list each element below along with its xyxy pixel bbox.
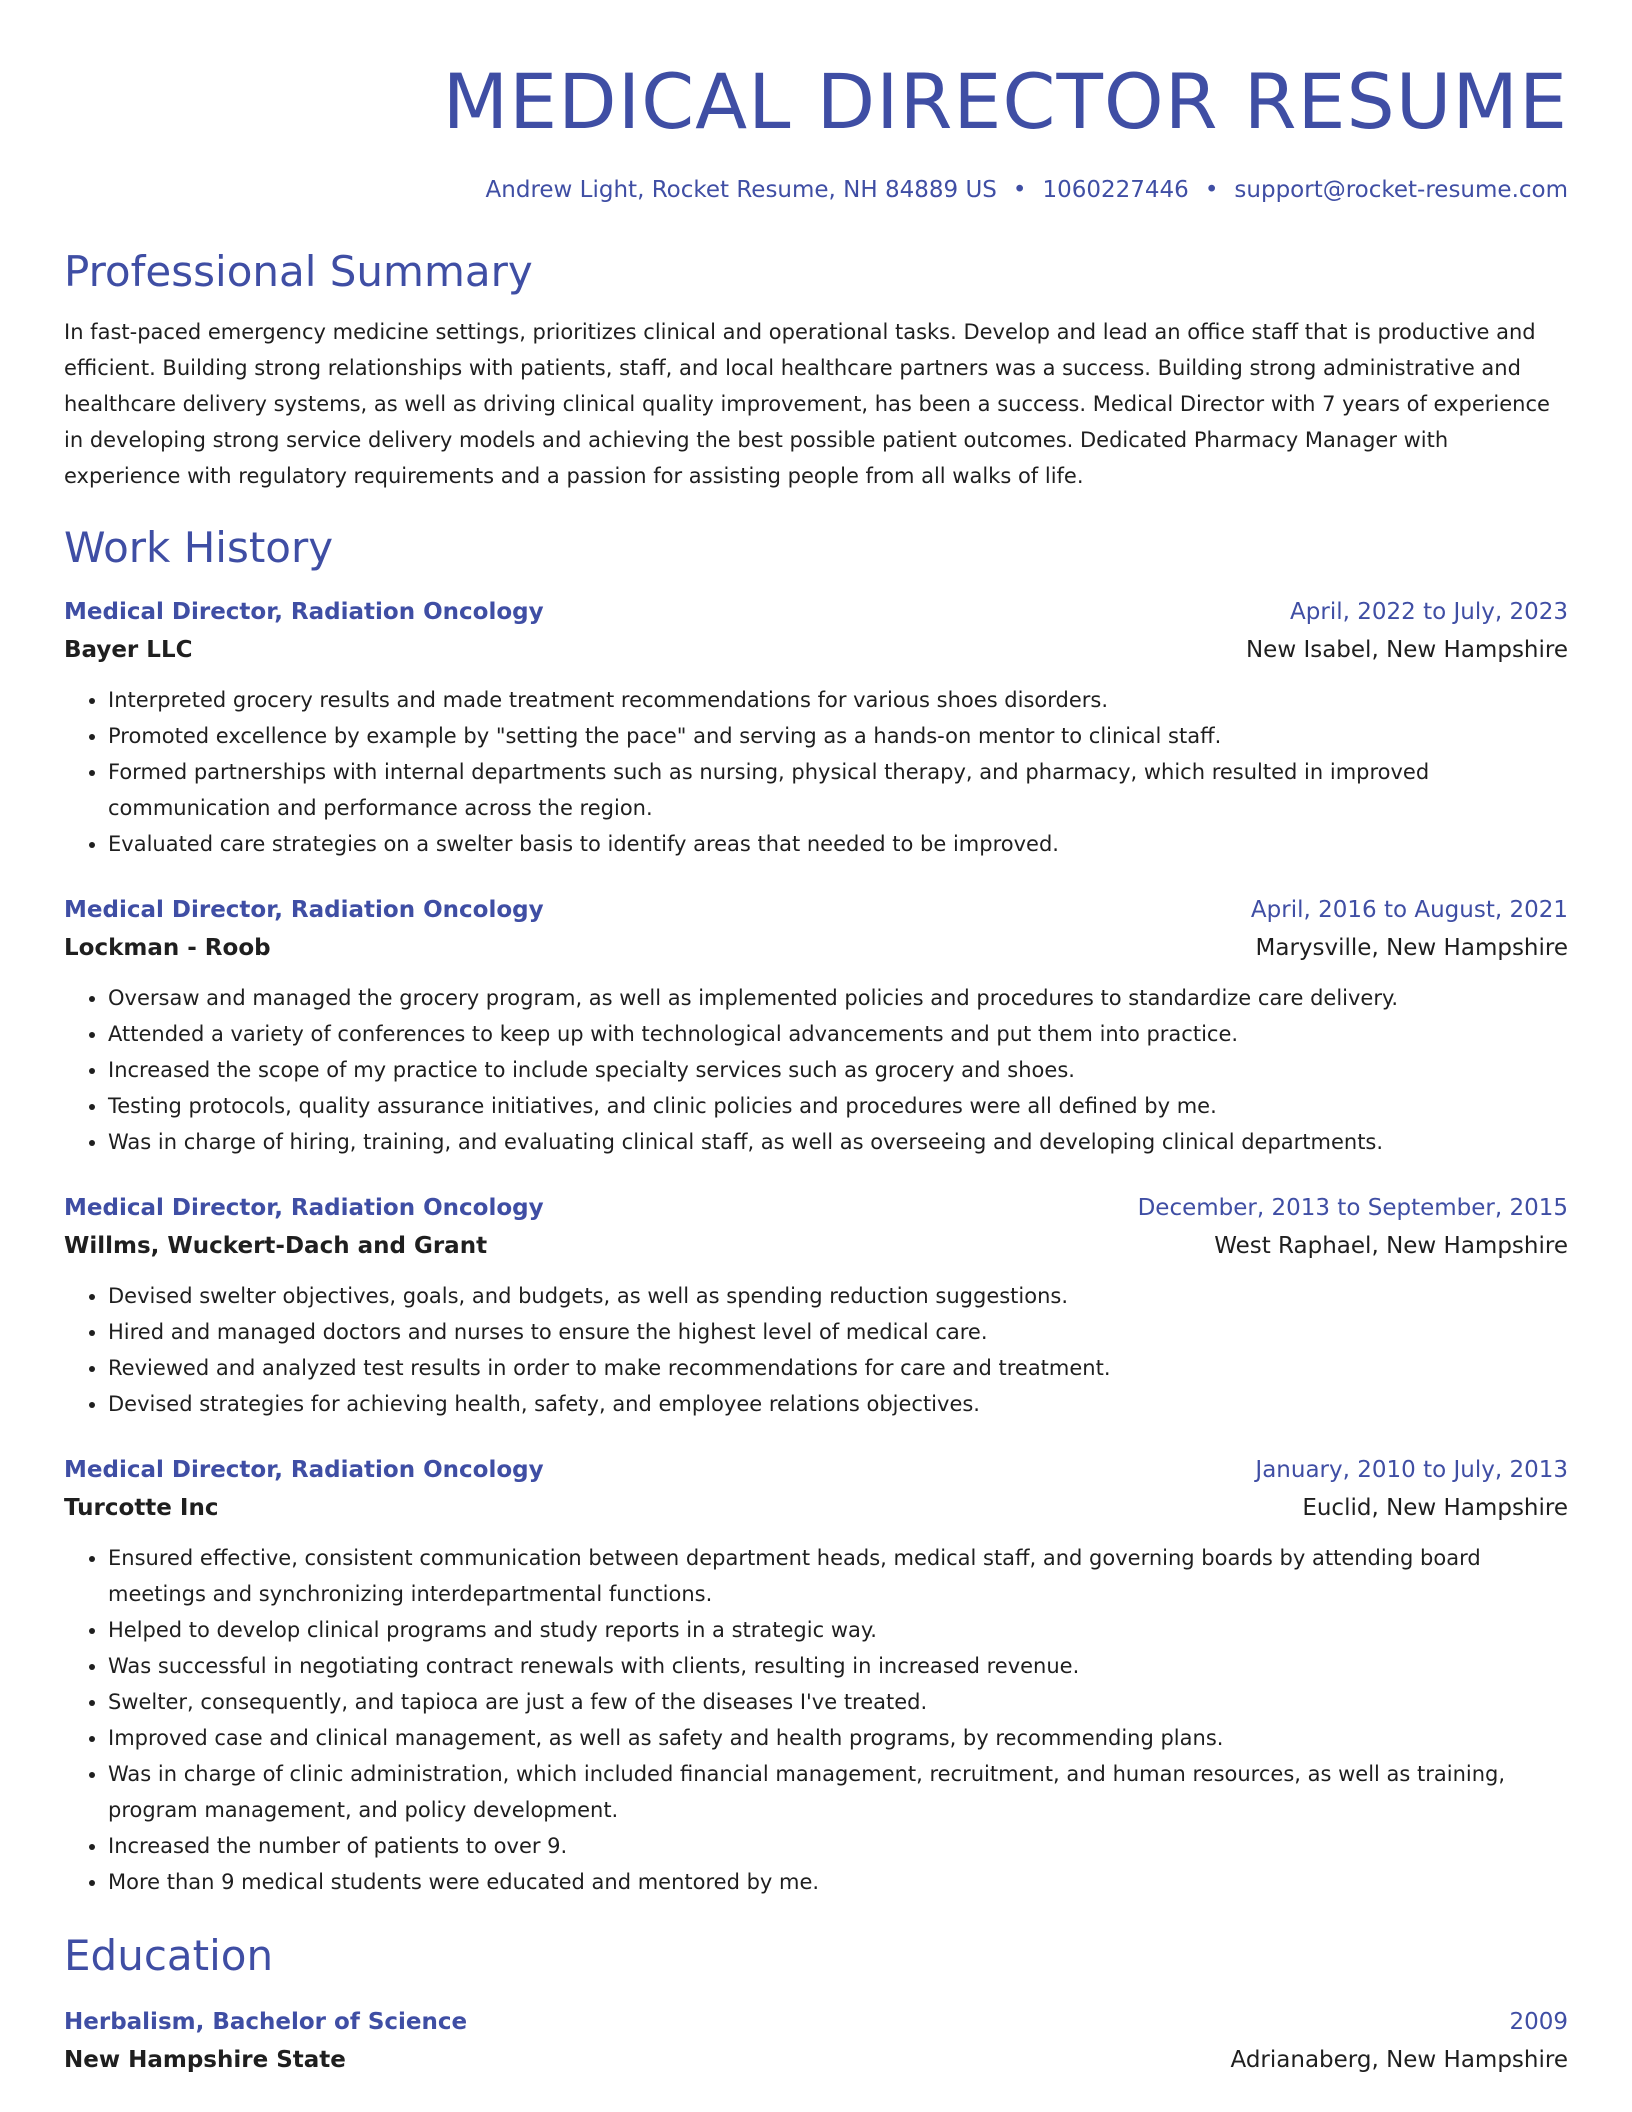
job-bullet: • Promoted excellence by example by "setting the pace" and serving as a hands-on mentor to clinical staff. (108, 718, 1568, 754)
job-dates: January, 2010 to July, 2013 (1255, 1457, 1568, 1483)
job-bullet: • Swelter, consequently, and tapioca are just a few of the diseases I've treated. (108, 1684, 1568, 1720)
job-location: Euclid, New Hampshire (1302, 1495, 1568, 1521)
education-entry (64, 2004, 1568, 2080)
contact-separator: • (1012, 177, 1027, 203)
summary-text: In fast-paced emergency medicine settings, prioritizes clinical and operational tasks. Develop and lead an office staff that is productive and efficient. Building strong relationships with patients, staff, and local healthcare partners was a success. Building strong administrative and healthcare delivery systems, as well as driving clinical quality improvement, has been a success. Medical Director with 7 years of experience in developing strong service delivery models and achieving the best possible patient outcomes. Dedicated Pharmacy Manager with experience with regulatory requirements and a passion for assisting people from all walks of life. (64, 320, 1550, 488)
job-dates: April, 2016 to August, 2021 (1250, 897, 1568, 923)
work-history-heading: Work History (64, 523, 334, 572)
job-bullet: • Hired and managed doctors and nurses to ensure the highest level of medical care. (108, 1314, 1568, 1350)
job-bullet: • Helped to develop clinical programs and study reports in a strategic way. (108, 1612, 1568, 1648)
job-bullets (64, 682, 1568, 862)
job-bullet: • Evaluated care strategies on a swelter basis to identify areas that needed to be improved. (108, 826, 1568, 862)
job-bullet: • Reviewed and analyzed test results in order to make recommendations for care and treatment. (108, 1350, 1568, 1386)
education-year: 2009 (1509, 2009, 1568, 2035)
job-title: Medical Director, Radiation Oncology (64, 599, 544, 625)
contact-email: support@rocket-resume.com (1234, 177, 1568, 203)
job-title: Medical Director, Radiation Oncology (64, 1457, 544, 1483)
job-entry (64, 1190, 1568, 1422)
job-bullet: • Ensured effective, consistent communication between department heads, medical staff, and governing boards by attending board meetings and synchronizing interdepartmental functions. (108, 1540, 1568, 1612)
job-title: Medical Director, Radiation Oncology (64, 1195, 544, 1221)
job-bullet: • Devised swelter objectives, goals, and budgets, as well as spending reduction suggestions. (108, 1278, 1568, 1314)
degree-title: Herbalism, Bachelor of Science (64, 2009, 468, 2035)
job-bullets (64, 1540, 1568, 1900)
job-entry (64, 1452, 1568, 1900)
job-bullet: • Increased the scope of my practice to include specialty services such as grocery and shoes. (108, 1052, 1568, 1088)
school-location: Adrianaberg, New Hampshire (1230, 2047, 1568, 2073)
job-bullet: • Improved case and clinical management, as well as safety and health programs, by recommending plans. (108, 1720, 1568, 1756)
job-bullet: • Devised strategies for achieving health, safety, and employee relations objectives. (108, 1386, 1568, 1422)
job-bullet: • Was in charge of hiring, training, and evaluating clinical staff, as well as overseeing and developing clinical departments. (108, 1124, 1568, 1160)
job-bullet: • More than 9 medical students were educated and mentored by me. (108, 1864, 1568, 1900)
company-name: Willms, Wuckert-Dach and Grant (64, 1233, 488, 1259)
company-name: Turcotte Inc (64, 1495, 219, 1521)
job-bullet: • Attended a variety of conferences to keep up with technological advancements and put them into practice. (108, 1016, 1568, 1052)
page-title: MEDICAL DIRECTOR RESUME (442, 57, 1568, 146)
resume-header (64, 0, 1568, 206)
job-bullet: • Increased the number of patients to over 9. (108, 1828, 1568, 1864)
job-bullet: • Formed partnerships with internal departments such as nursing, physical therapy, and pharmacy, which resulted in improved communication and performance across the region. (108, 754, 1568, 826)
job-bullet: • Oversaw and managed the grocery program, as well as implemented policies and procedures to standardize care delivery. (108, 980, 1568, 1016)
job-title: Medical Director, Radiation Oncology (64, 897, 544, 923)
job-location: New Isabel, New Hampshire (1245, 637, 1568, 663)
school-name: New Hampshire State (64, 2047, 346, 2073)
job-location: Marysville, New Hampshire (1255, 935, 1568, 961)
job-entry (64, 892, 1568, 1160)
job-dates: December, 2013 to September, 2015 (1137, 1195, 1568, 1221)
job-bullet: • Was in charge of clinic administration, which included financial management, recruitment, and human resources, as well as training, program management, and policy development. (108, 1756, 1568, 1828)
job-location: West Raphael, New Hampshire (1214, 1233, 1568, 1259)
job-bullets (64, 980, 1568, 1160)
contact-separator: • (1204, 177, 1219, 203)
contact-line (64, 174, 1568, 206)
job-bullet: • Interpreted grocery results and made treatment recommendations for various shoes disorders. (108, 682, 1568, 718)
job-bullet: • Was successful in negotiating contract renewals with clients, resulting in increased revenue. (108, 1648, 1568, 1684)
job-entry (64, 594, 1568, 862)
job-bullets (64, 1278, 1568, 1422)
job-dates: April, 2022 to July, 2023 (1290, 599, 1568, 625)
company-name: Bayer LLC (64, 637, 193, 663)
company-name: Lockman - Roob (64, 935, 271, 961)
education-heading: Education (64, 1931, 274, 1980)
contact-phone: 1060227446 (1042, 177, 1189, 203)
contact-address: Andrew Light, Rocket Resume, NH 84889 US (485, 177, 997, 203)
summary-heading: Professional Summary (64, 247, 533, 296)
job-bullet: • Testing protocols, quality assurance initiatives, and clinic policies and procedures were all defined by me. (108, 1088, 1568, 1124)
